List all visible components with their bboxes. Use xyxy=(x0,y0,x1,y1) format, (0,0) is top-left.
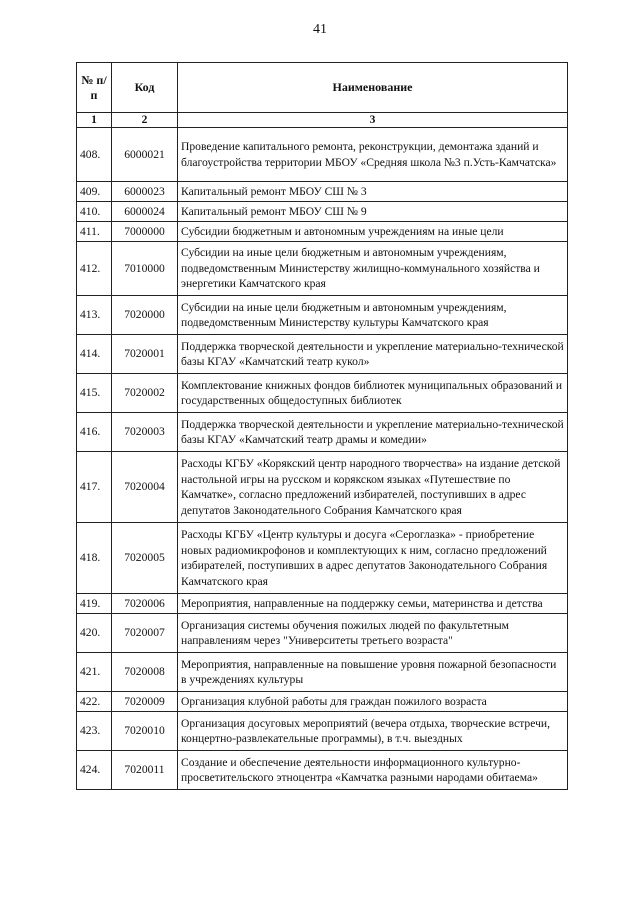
row-code: 7020009 xyxy=(112,692,178,712)
row-name: Капитальный ремонт МБОУ СШ № 9 xyxy=(178,202,568,222)
row-number: 408. xyxy=(77,128,112,182)
row-code: 7020005 xyxy=(112,523,178,594)
table-row xyxy=(77,222,568,242)
table-row xyxy=(77,452,568,523)
row-number: 410. xyxy=(77,202,112,222)
row-code: 7020008 xyxy=(112,653,178,692)
row-code: 7020002 xyxy=(112,374,178,413)
row-number: 423. xyxy=(77,712,112,751)
row-code: 7020007 xyxy=(112,614,178,653)
row-name: Субсидии бюджетным и автономным учреждениям на иные цели xyxy=(178,222,568,242)
row-name: Поддержка творческой деятельности и укрепление материально-технической базы КГАУ «Камчатский театр кукол» xyxy=(178,335,568,374)
table-row xyxy=(77,202,568,222)
row-name: Проведение капитального ремонта, реконструкции, демонтажа зданий и благоустройства территории МБОУ «Средняя школа №3 п.Усть-Камчатска» xyxy=(178,128,568,182)
row-name: Расходы КГБУ «Корякский центр народного творчества» на издание детской настольной игры на русском и корякском языках «Путешествие по Камчатке», согласно предложений избирателей, поступивших в адрес депутатов Законодательного Собрания Камчатского края xyxy=(178,452,568,523)
table-row xyxy=(77,242,568,296)
table-row xyxy=(77,128,568,182)
column-index: 2 xyxy=(112,113,178,128)
row-code: 7020000 xyxy=(112,296,178,335)
row-number: 409. xyxy=(77,182,112,202)
row-number: 415. xyxy=(77,374,112,413)
row-code: 7000000 xyxy=(112,222,178,242)
row-code: 6000023 xyxy=(112,182,178,202)
table-row xyxy=(77,692,568,712)
row-number: 416. xyxy=(77,413,112,452)
table-row xyxy=(77,594,568,614)
row-number: 418. xyxy=(77,523,112,594)
row-code: 7020011 xyxy=(112,751,178,790)
row-code: 7020010 xyxy=(112,712,178,751)
row-name: Субсидии на иные цели бюджетным и автономным учреждениям, подведомственным Министерству жилищно-коммунального хозяйства и энергетики Камчатского края xyxy=(178,242,568,296)
row-number: 419. xyxy=(77,594,112,614)
table-row xyxy=(77,653,568,692)
table-row xyxy=(77,374,568,413)
row-code: 7020003 xyxy=(112,413,178,452)
row-code: 7010000 xyxy=(112,242,178,296)
row-name: Мероприятия, направленные на повышение уровня пожарной безопасности в учреждениях культуры xyxy=(178,653,568,692)
row-number: 420. xyxy=(77,614,112,653)
row-number: 414. xyxy=(77,335,112,374)
table-body xyxy=(77,128,568,790)
row-name: Поддержка творческой деятельности и укрепление материально-технической базы КГАУ «Камчатский театр драмы и комедии» xyxy=(178,413,568,452)
table-row xyxy=(77,413,568,452)
row-number: 411. xyxy=(77,222,112,242)
row-name: Расходы КГБУ «Центр культуры и досуга «Сероглазка» - приобретение новых радиомикрофонов и комплектующих к ним, согласно предложений избирателей, поступивших в адрес депутатов Законодательного Собрания Камчатского края xyxy=(178,523,568,594)
row-number: 424. xyxy=(77,751,112,790)
row-code: 7020004 xyxy=(112,452,178,523)
row-code: 6000021 xyxy=(112,128,178,182)
table-row xyxy=(77,751,568,790)
table-row xyxy=(77,523,568,594)
row-name: Капитальный ремонт МБОУ СШ № 3 xyxy=(178,182,568,202)
row-number: 413. xyxy=(77,296,112,335)
header-num: № п/п xyxy=(77,63,112,113)
row-name: Организация досуговых мероприятий (вечера отдыха, творческие встречи, концертно-развлекательные программы), в т.ч. выездных xyxy=(178,712,568,751)
table-row xyxy=(77,296,568,335)
row-name: Комплектование книжных фондов библиотек муниципальных образований и государственных общедоступных библиотек xyxy=(178,374,568,413)
header-name: Наименование xyxy=(178,63,568,113)
table-row xyxy=(77,614,568,653)
budget-codes-table xyxy=(76,62,568,790)
row-name: Создание и обеспечение деятельности информационного культурно-просветительского этноцентра «Камчатка разными народами обитаема» xyxy=(178,751,568,790)
header-code: Код xyxy=(112,63,178,113)
row-name: Субсидии на иные цели бюджетным и автономным учреждениям, подведомственным Министерству культуры Камчатского края xyxy=(178,296,568,335)
table-header-row xyxy=(77,63,568,113)
row-name: Организация системы обучения пожилых людей по факультетным направлениям через "Университеты третьего возраста" xyxy=(178,614,568,653)
table-row xyxy=(77,712,568,751)
row-code: 6000024 xyxy=(112,202,178,222)
row-code: 7020001 xyxy=(112,335,178,374)
row-name: Мероприятия, направленные на поддержку семьи, материнства и детства xyxy=(178,594,568,614)
column-index: 3 xyxy=(178,113,568,128)
table-row xyxy=(77,335,568,374)
row-number: 412. xyxy=(77,242,112,296)
row-number: 417. xyxy=(77,452,112,523)
column-index-row xyxy=(77,113,568,128)
row-code: 7020006 xyxy=(112,594,178,614)
page-number: 41 xyxy=(313,22,327,37)
row-name: Организация клубной работы для граждан пожилого возраста xyxy=(178,692,568,712)
column-index: 1 xyxy=(77,113,112,128)
row-number: 422. xyxy=(77,692,112,712)
table-row xyxy=(77,182,568,202)
row-number: 421. xyxy=(77,653,112,692)
